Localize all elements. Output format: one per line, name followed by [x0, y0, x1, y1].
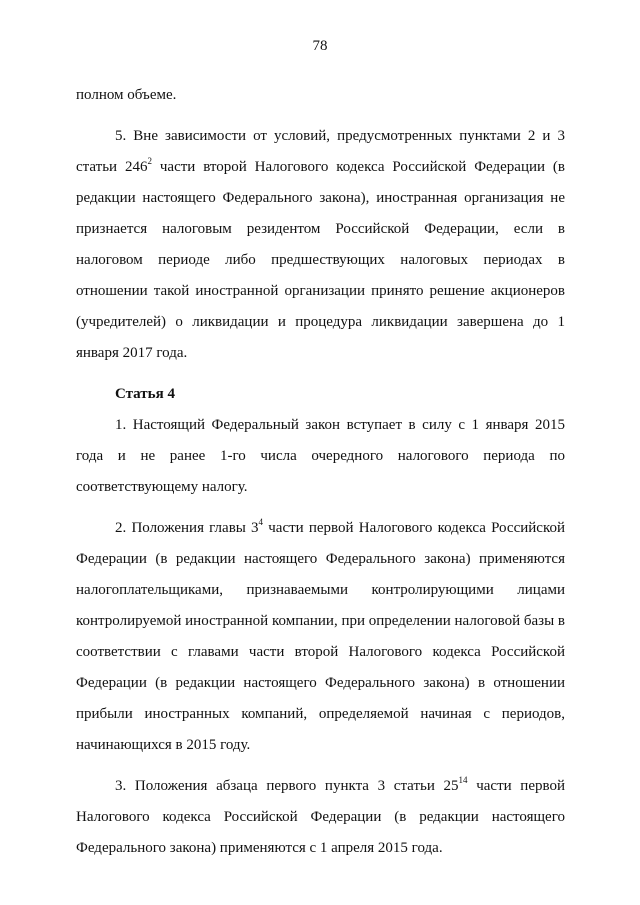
- paragraph-article-item-1: 1. Настоящий Федеральный закон вступает в силу с 1 января 2015 года и не ранее 1-го числа очередного налогового периода по соответствующему налогу.: [76, 417, 565, 495]
- item-2-superscript: 4: [258, 517, 264, 527]
- article-heading: Статья 4: [115, 386, 175, 402]
- item-3-text-start: 3. Положения абзаца первого пункта 3 статьи 25: [115, 778, 459, 794]
- item-3-superscript: 14: [458, 775, 468, 785]
- continuation-text: полном объеме.: [76, 87, 177, 103]
- paragraph-item-5: [76, 121, 565, 369]
- paragraph-article-item-3: [76, 771, 565, 864]
- item-2-text-start: 2. Положения главы 3: [115, 520, 259, 536]
- item-5-text-end: части второй Налогового кодекса Российской Федерации (в редакции настоящего Федерального закона), иностранная организация не признается налоговым резидентом Российской Федерации, если в налоговом периоде либо предшествующих налоговых периодах в отношении такой иностранной организации принято решение акционеров (учредителей) о ликвидации и процедура ликвидации завершена до 1 января 2017 года.: [76, 159, 565, 361]
- item-5-superscript: 2: [147, 156, 152, 166]
- document-body: [76, 80, 565, 864]
- item-5-text-start: 5. Вне зависимости от условий, предусмотренных пунктами 2 и 3 статьи 246: [76, 128, 565, 175]
- item-2-text-end: части первой Налогового кодекса Российской Федерации (в редакции настоящего Федерального закона) применяются налогоплательщиками, признаваемыми контролирующими лицами контролируемой иностранной компании, при определении налоговой базы в соответствии с главами части второй Налогового кодекса Российской Федерации (в редакции настоящего Федерального закона) в отношении прибыли иностранных компаний, определяемой начиная с периодов, начинающихся в 2015 году.: [76, 520, 566, 753]
- page-number: 78: [312, 38, 328, 54]
- paragraph-article-item-2: [76, 513, 565, 761]
- item-3-text-end: части первой Налогового кодекса Российской Федерации (в редакции настоящего Федерального закона) применяются с 1 апреля 2015 года.: [76, 778, 566, 856]
